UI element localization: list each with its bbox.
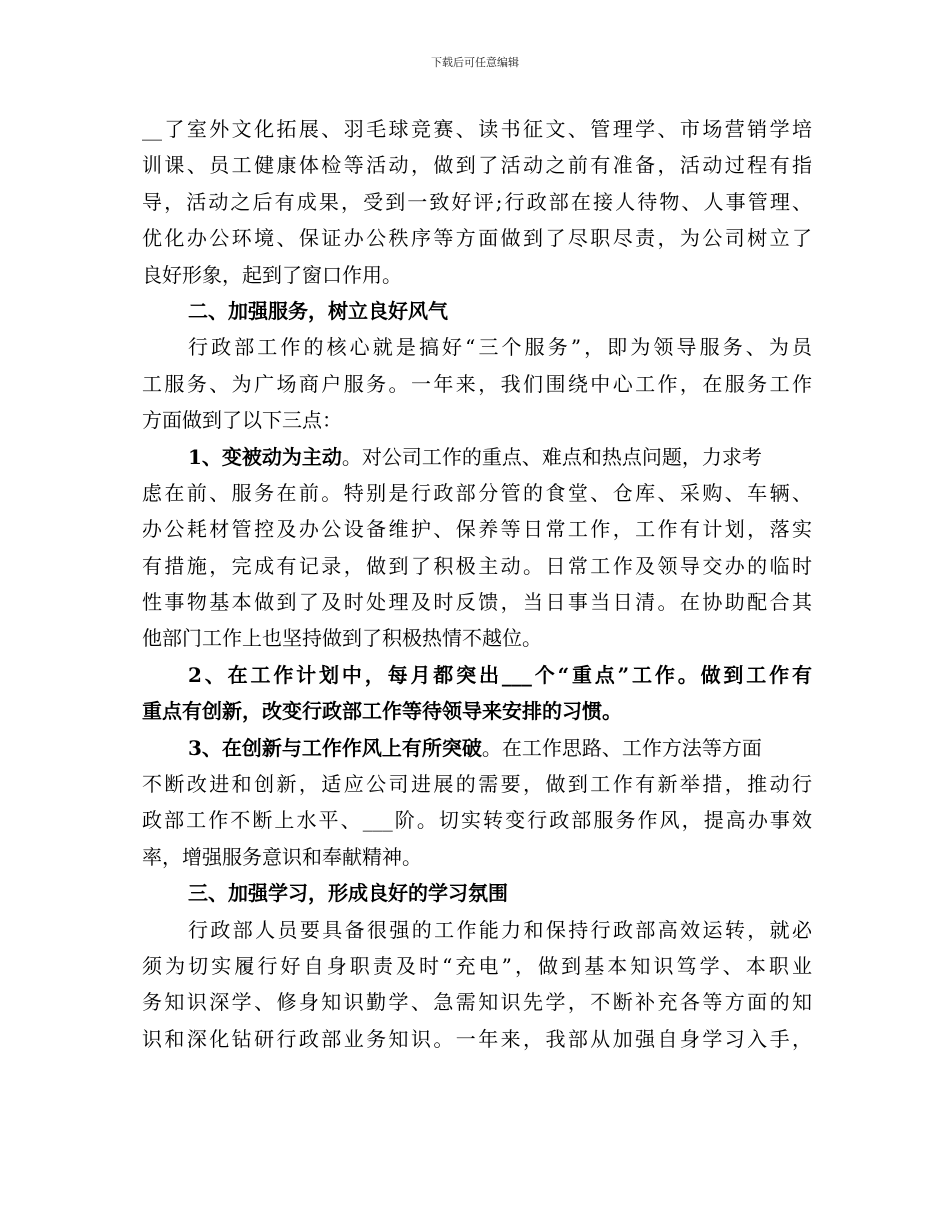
text-line: 有措施，完成有记录，做到了积极主动。日常工作及领导交办的临时 (142, 553, 812, 578)
section-heading: 三、加强学习，形成良好的学习氛围 (188, 881, 508, 906)
text-line: 良好形象，起到了窗口作用。 (142, 262, 402, 287)
point-bold-line: 重点有创新，改变行政部工作等待领导来安排的习惯。 (142, 699, 622, 724)
text-line: 行政部人员要具备很强的工作能力和保持行政部高效运转，就必 (188, 917, 812, 942)
text-line: 政部工作不断上水平、___阶。切实转变行政部服务作风，提高办事效 (142, 808, 812, 833)
text-line: 须为切实履行好自身职责及时“充电”，做到基本知识笃学、本职业 (142, 953, 812, 978)
text-line: 率，增强服务意识和奉献精神。 (142, 844, 422, 869)
text-line: 方面做到了以下三点： (142, 408, 342, 433)
text-line: 性事物基本做到了及时处理及时反馈，当日事当日清。在协助配合其 (142, 590, 812, 615)
text-line: 办公耗材管控及办公设备维护、保养等日常工作，工作有计划，落实 (142, 517, 812, 542)
section-heading: 二、加强服务，树立良好风气 (188, 298, 448, 323)
text-line: 工服务、为广场商户服务。一年来，我们围绕中心工作，在服务工作 (142, 371, 812, 396)
text-line: 识和深化钻研行政部业务知识。一年来，我部从加强自身学习入手， (142, 1026, 812, 1051)
text-line: 虑在前、服务在前。特别是行政部分管的食堂、仓库、采购、车辆、 (142, 480, 812, 505)
text-line: 务知识深学、修身知识勤学、急需知识先学，不断补充各等方面的知 (142, 990, 812, 1015)
point-text: 。对公司工作的重点、难点和热点问题，力求考 (341, 444, 762, 469)
text-line: 不断改进和创新，适应公司进展的需要，做到工作有新举措，推动行 (142, 772, 812, 797)
point-title: 3、在创新与工作作风上有所突破 (188, 735, 482, 760)
text-line: 训课、员工健康体检等活动，做到了活动之前有准备，活动过程有指 (142, 153, 812, 178)
point-text: 。在工作思路、工作方法等方面 (481, 735, 762, 760)
text-line: __了室外文化拓展、羽毛球竞赛、读书征文、管理学、市场营销学培 (142, 117, 812, 141)
text-line (142, 730, 812, 766)
text-line (142, 439, 812, 475)
text-line: 优化办公环境、保证办公秩序等方面做到了尽职尽责，为公司树立了 (142, 226, 812, 251)
text-line: 导，活动之后有成果，受到一致好评;行政部在接人待物、人事管理、 (142, 189, 812, 214)
point-title: 1、变被动为主动 (188, 444, 342, 469)
point-bold-line: 2、在工作计划中，每月都突出___个“重点”工作。做到工作有 (188, 662, 812, 687)
text-line: 行政部工作的核心就是搞好“三个服务”，即为领导服务、为员 (188, 335, 812, 360)
page-header-note: 下载后可任意编辑 (431, 56, 519, 69)
document-body (142, 111, 812, 1057)
text-line: 他部门工作上也坚持做到了积极热情不越位。 (142, 626, 542, 651)
